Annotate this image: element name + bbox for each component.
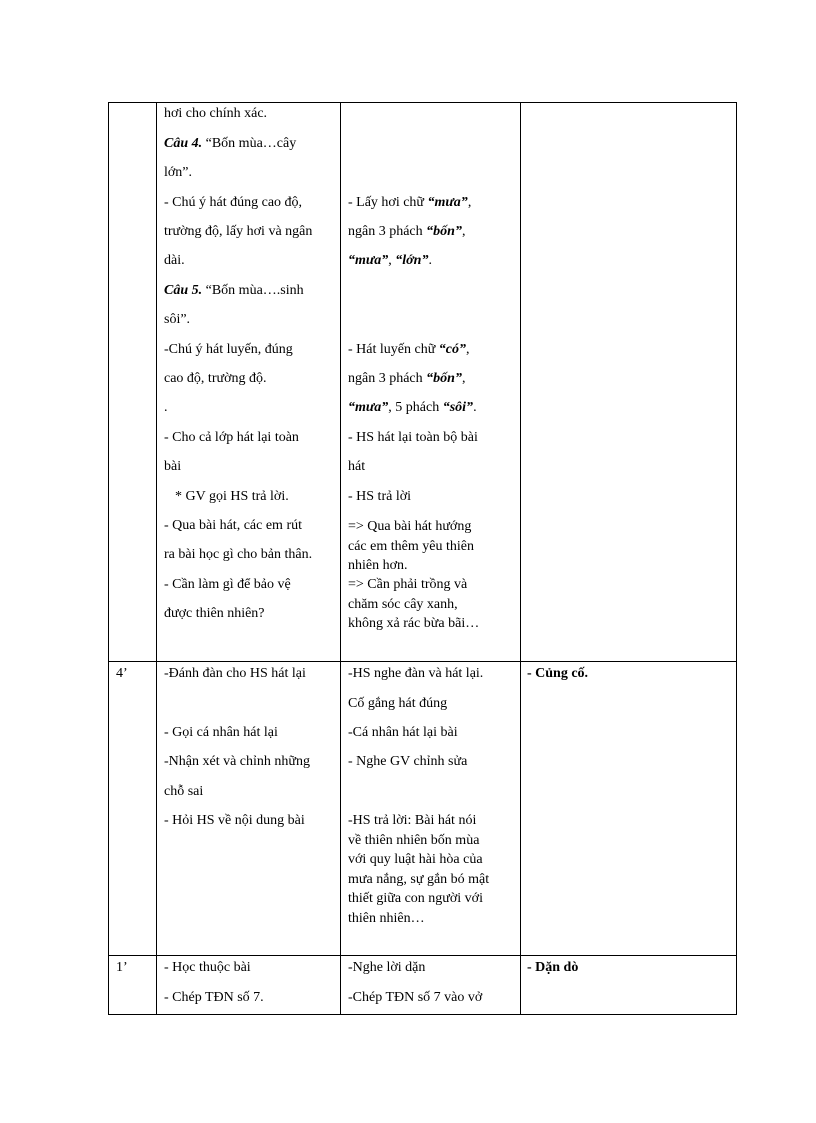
row1-col3-para-line: => Cần phải trồng và bbox=[348, 577, 468, 592]
row2-col3-para-line: mưa nắng, sự gắn bó mật bbox=[348, 872, 490, 887]
row1-col2-line: -Chú ý hát luyến, đúng bbox=[164, 342, 293, 357]
row3-col2-line: - Chép TĐN số 7. bbox=[164, 990, 264, 1005]
lesson-plan-table bbox=[108, 102, 737, 1015]
question-5-text: “Bốn mùa….sinh bbox=[202, 283, 304, 298]
question-4-label: Câu 4. bbox=[164, 136, 203, 151]
row1-col2-line: lớn”. bbox=[164, 165, 193, 180]
row1-col2-line: cao độ, trường độ. bbox=[164, 371, 267, 386]
row1-col2-line: dài. bbox=[164, 253, 185, 268]
row1-col2-line: trường độ, lấy hơi và ngân bbox=[164, 224, 313, 239]
row2-col3-line: -HS nghe đàn và hát lại. bbox=[348, 666, 484, 681]
row2-col3-para-line: -HS trả lời: Bài hát nói bbox=[348, 813, 477, 828]
row1-col2-line bbox=[164, 136, 296, 152]
row2-col3-line: -Cá nhân hát lại bài bbox=[348, 725, 458, 740]
row1-col2-line: sôi”. bbox=[164, 312, 191, 327]
row2-col2-line: -Nhận xét và chỉnh những bbox=[164, 754, 310, 769]
column-divider-3 bbox=[520, 103, 521, 1014]
row2-col3-para-line: thiên nhiên… bbox=[348, 911, 425, 926]
row3-col3-line: -Chép TĐN số 7 vào vở bbox=[348, 990, 483, 1005]
row3-time: 1’ bbox=[116, 960, 128, 975]
row1-col3-para-line: các em thêm yêu thiên bbox=[348, 539, 474, 554]
row1-col3-line: “mưa”, 5 phách “sôi”. bbox=[348, 400, 477, 415]
row1-col2-line: - Chú ý hát đúng cao độ, bbox=[164, 195, 303, 210]
row1-col2-line: - Cần làm gì để bảo vệ bbox=[164, 577, 291, 592]
row2-col2-line: - Hỏi HS về nội dung bài bbox=[164, 813, 305, 828]
row1-col3-line: hát bbox=[348, 459, 366, 474]
row1-col3-line: “mưa”, “lớn”. bbox=[348, 253, 432, 268]
row3-col3-line: -Nghe lời dặn bbox=[348, 960, 426, 975]
row1-col3-line: ngân 3 phách “bốn”, bbox=[348, 371, 466, 386]
row2-col3-para-line: với quy luật hài hòa của bbox=[348, 852, 483, 867]
row1-col2-line: * GV gọi HS trả lời. bbox=[175, 489, 289, 504]
row1-col3-line: - HS trả lời bbox=[348, 489, 412, 504]
row2-col3-para-line: về thiên nhiên bốn mùa bbox=[348, 833, 480, 848]
row2-col2-line: -Đánh đàn cho HS hát lại bbox=[164, 666, 306, 681]
row1-col3-para-line: không xả rác bừa bãi… bbox=[348, 616, 480, 631]
column-divider-2 bbox=[340, 103, 341, 1014]
row-divider-2 bbox=[109, 955, 736, 956]
row1-col2-line: được thiên nhiên? bbox=[164, 606, 265, 621]
row2-col3-para-line: thiết giữa con người với bbox=[348, 891, 483, 906]
row1-col3-line: ngân 3 phách “bốn”, bbox=[348, 224, 466, 239]
question-4-text: “Bốn mùa…cây bbox=[202, 136, 297, 151]
row2-time: 4’ bbox=[116, 666, 128, 681]
row3-col2-line: - Học thuộc bài bbox=[164, 960, 251, 975]
row-divider-1 bbox=[109, 661, 736, 662]
question-5-label: Câu 5. bbox=[164, 283, 203, 298]
row1-col3-para-line: nhiên hơn. bbox=[348, 558, 408, 573]
row3-stage-label: - Dặn dò bbox=[527, 960, 579, 975]
row2-col2-line: chỗ sai bbox=[164, 784, 204, 799]
row1-col3-para-line: chăm sóc cây xanh, bbox=[348, 597, 458, 612]
row1-col2-line bbox=[164, 283, 304, 299]
row1-col3-para-line: => Qua bài hát hướng bbox=[348, 519, 472, 534]
row2-stage-label: - Củng cố. bbox=[527, 666, 589, 681]
row2-col3-line: - Nghe GV chỉnh sửa bbox=[348, 754, 468, 769]
column-divider-1 bbox=[156, 103, 157, 1014]
row1-col2-line: - Qua bài hát, các em rút bbox=[164, 518, 302, 533]
row2-col2-line: - Gọi cá nhân hát lại bbox=[164, 725, 278, 740]
row1-col2-line: hơi cho chính xác. bbox=[164, 106, 268, 121]
row1-col2-line: ra bài học gì cho bản thân. bbox=[164, 547, 313, 562]
row1-col2-line: . bbox=[164, 400, 168, 415]
row1-col2-line: bài bbox=[164, 459, 182, 474]
row1-col2-line: - Cho cả lớp hát lại toàn bbox=[164, 430, 299, 445]
row1-col3-line: - Lấy hơi chữ “mưa”, bbox=[348, 195, 472, 210]
row2-col3-line: Cố gắng hát đúng bbox=[348, 696, 448, 711]
row1-col3-line: - Hát luyến chữ “có”, bbox=[348, 342, 470, 357]
row1-col3-line: - HS hát lại toàn bộ bài bbox=[348, 430, 478, 445]
